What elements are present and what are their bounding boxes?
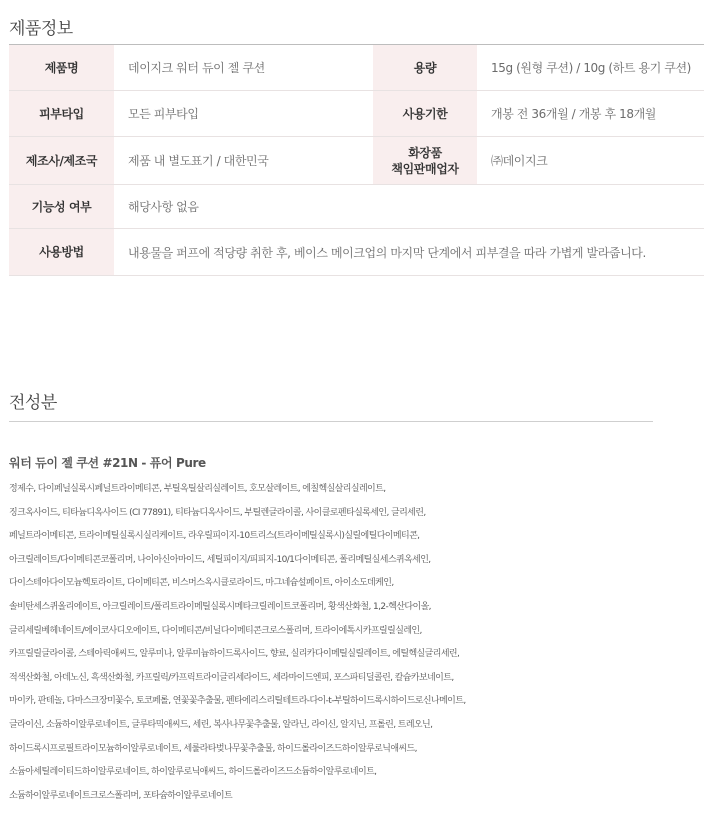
manufacturer-label: 제조사/제조국	[9, 137, 114, 185]
functional-label: 기능성 여부	[9, 185, 114, 229]
skin-type-value: 모든 피부타입	[114, 91, 373, 137]
ingredients-product-name: 워터 듀이 젤 쿠션 #21N - 퓨어 Pure	[9, 456, 206, 470]
ingredient-line: 소듐아세틸레이티드하이알루로네이트, 하이알루로닉애씨드, 하이드롤라이즈드소듐하이알루로네이트,	[9, 767, 377, 778]
ingredients-title: 전성분	[9, 393, 57, 413]
ingredient-line: 다이스테아다이모늄헥토라이트, 다이메티콘, 비스머스옥시클로라이드, 마그네슘설페이트, 아이소도데케인,	[9, 578, 394, 589]
ingredient-line: 마이카, 판테놀, 다마스크장미꽃수, 토코페롤, 연꽃꽃추출물, 펜타에리스리틸테트라-다이-t-부틸하이드록시하이드로신나메이트,	[9, 696, 466, 707]
product-name-label: 제품명	[9, 45, 114, 91]
ingredient-line: 카프릴릴글라이콜, 스테아릭애씨드, 알루미나, 알루미늄하이드록사이드, 향료, 실리카다이메틸실릴레이트, 에틸헥실글리세린,	[9, 649, 460, 660]
functional-value: 해당사항 없음	[114, 185, 704, 229]
ingredient-line: 페닐트라이메티콘, 트라이메틸실록시실리케이트, 라우릴피이지-10트리스(트라이메틸실록시)실릴에틸다이메티콘,	[9, 531, 420, 542]
ingredients-list	[9, 478, 709, 808]
info-row-skin-expiry	[9, 91, 704, 137]
responsible-seller-label-line2: 책임판매업자	[391, 161, 459, 176]
ingredient-line: 소듐하이알루로네이트크로스폴리머, 포타슘하이알루로네이트	[9, 790, 233, 801]
responsible-seller-label-line1: 화장품	[408, 145, 442, 160]
ingredient-line: 글리세릴베헤네이트/에이코사디오에이트, 다이메티콘/비닐다이메티콘크로스폴리머, 트라이에톡시카프릴릴실레인,	[9, 625, 422, 636]
ingredient-line: 솔비탄세스퀴올리에이트, 아크릴레이트/폴리트라이메틸실록시메타크릴레이트코폴리머, 황색산화철, 1,2-헥산다이올,	[9, 601, 431, 612]
manufacturer-value: 제품 내 별도표기 / 대한민국	[114, 137, 373, 185]
ingredient-line: 징크옥사이드, 티타늄디옥사이드 (CI 77891), 티타늄디옥사이드, 부틸렌글라이콜, 사이클로펜타실록세인, 글리세린,	[9, 507, 426, 518]
info-row-usage	[9, 229, 704, 276]
ingredient-line: 글라이신, 소듐하이알루로네이트, 글루타믹애씨드, 세린, 복사나무꽃추출물, 알라닌, 라이신, 알지닌, 프롤린, 트레오닌,	[9, 719, 433, 730]
usage-label: 사용방법	[9, 229, 114, 276]
ingredient-line: 정제수, 다이페닐실록시페닐트라이메티콘, 부틸옥틸살리실레이트, 호모살레이트, 에칠헥실살리실레이트,	[9, 484, 386, 494]
info-row-maker-seller	[9, 137, 704, 185]
responsible-seller-value: ㈜데이지크	[477, 137, 704, 185]
skin-type-label: 피부타입	[9, 91, 114, 137]
info-row-name-capacity	[9, 45, 704, 91]
product-info-table	[9, 45, 704, 276]
capacity-label: 용량	[373, 45, 477, 91]
ingredient-line: 적색산화철, 아데노신, 흑색산화철, 카프릴릭/카프릭트라이글리세라이드, 세라마이드엔피, 포스파티딜콜린, 칼슘카보네이트,	[9, 672, 454, 683]
usage-value: 내용물을 퍼프에 적당량 취한 후, 베이스 메이크업의 마지막 단계에서 피부결을 따라 가볍게 발라줍니다.	[114, 229, 704, 276]
product-info-title: 제품정보	[9, 19, 73, 39]
info-row-functional	[9, 185, 704, 229]
product-name-value: 데이지크 워터 듀이 젤 쿠션	[114, 45, 373, 91]
capacity-value: 15g (원형 쿠션) / 10g (하트 용기 쿠션)	[477, 45, 704, 91]
ingredient-line: 하이드록시프로필트라이모늄하이알루로네이트, 세룰라타벚나무꽃추출물, 하이드롤라이즈드하이알루로닉애씨드,	[9, 743, 417, 754]
expiry-label: 사용기한	[373, 91, 477, 137]
expiry-value: 개봉 전 36개월 / 개봉 후 18개월	[477, 91, 704, 137]
responsible-seller-label	[373, 137, 477, 185]
ingredient-line: 아크릴레이트/다이메티콘코폴리머, 나이아신아마이드, 세틸피이지/피피지-10/1다이메티콘, 폴리메틸실세스퀴옥세인,	[9, 554, 431, 565]
ingredients-divider	[9, 421, 653, 422]
